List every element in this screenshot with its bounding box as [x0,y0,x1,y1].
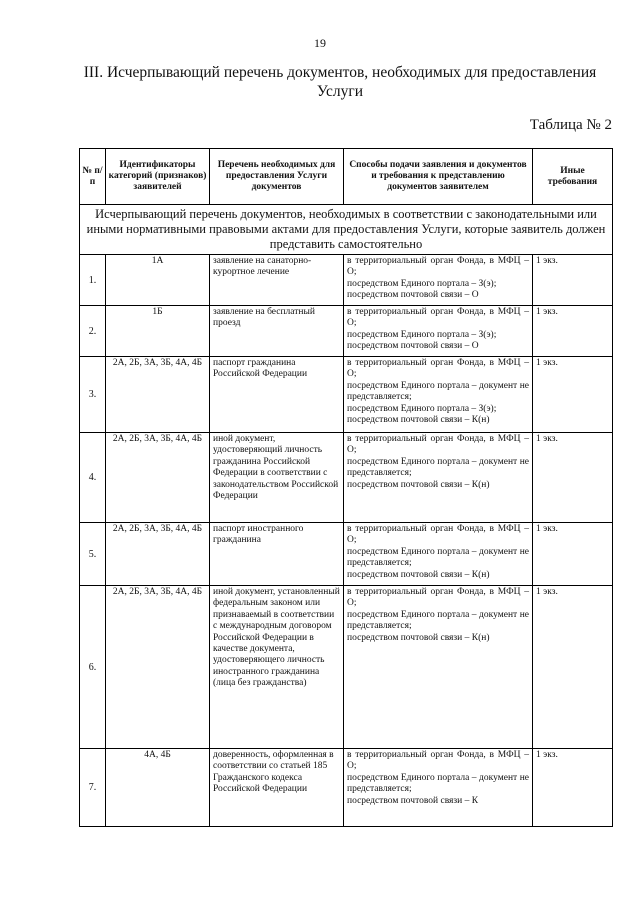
submission-way-line: в территориальный орган Фонда, в МФЦ – О; [347,256,529,278]
row-submission-ways [344,523,533,586]
row-other-requirements: 1 экз. [533,255,613,306]
submission-way-line: посредством почтовой связи – К(н) [347,479,490,490]
submission-way-line: в территориальный орган Фонда, в МФЦ – О; [347,434,529,456]
row-category-ids: 1А [106,255,210,306]
row-category-ids: 1Б [106,306,210,357]
table-row [80,306,613,357]
submission-way-line: посредством почтовой связи – К [347,795,479,806]
row-other-requirements: 1 экз. [533,433,613,523]
row-document: паспорт иностранного гражданина [210,523,344,586]
row-category-ids: 2А, 2Б, 3А, 3Б, 4А, 4Б [106,433,210,523]
submission-way-line: в территориальный орган Фонда, в МФЦ – О; [347,750,529,772]
row-category-ids: 4А, 4Б [106,749,210,827]
row-category-ids: 2А, 2Б, 3А, 3Б, 4А, 4Б [106,523,210,586]
header-ids: Идентификаторы категорий (признаков) заявителей [106,149,210,205]
table-row [80,586,613,749]
table-row [80,357,613,433]
row-number: 7. [80,749,106,827]
submission-way-line: посредством Единого портала – документ не представляется; [347,772,529,795]
submission-way-line: в территориальный орган Фонда, в МФЦ – О; [347,524,529,546]
row-number: 1. [80,255,106,306]
submission-way-line: посредством Единого портала – З(э); [347,329,497,340]
table-header-row [80,149,613,205]
submission-way-line: посредством Единого портала – З(э); [347,278,497,289]
submission-way-line: в территориальный орган Фонда, в МФЦ – О; [347,307,529,329]
table-caption: Таблица № 2 [529,117,612,133]
row-document: иной документ, удостоверяющий личность гражданина Российской Федерации в соответствии с законодательством Российской Федерации [210,433,344,523]
row-submission-ways [344,357,533,433]
section-title: III. Исчерпывающий перечень документов, необходимых для предоставления Услуги [83,64,597,100]
row-submission-ways [344,749,533,827]
row-submission-ways [344,255,533,306]
row-document: доверенность, оформленная в соответствии со статьей 185 Гражданского кодекса Российской Федерации [210,749,344,827]
submission-way-line: посредством почтовой связи – К(н) [347,415,490,426]
submission-way-line: посредством Единого портала – документ не представляется; [347,380,529,403]
row-document: иной документ, установленный федеральным законом или признаваемый в соответствии с международным договором Российской Федерации в качестве документа, удостоверяющего личность иностранного гражданина (лица без гражданства) [210,586,344,749]
section-row-text: Исчерпывающий перечень документов, необходимых в соответствии с законодательными или иными нормативными правовыми актами для предоставления Услуги, которые заявитель должен представить самостоятельно [80,205,613,255]
submission-way-line: посредством почтовой связи – О [347,290,479,301]
table-row [80,255,613,306]
submission-way-line: посредством почтовой связи – К(н) [347,569,490,580]
header-ways: Способы подачи заявления и документов и требования к представлению документов заявителем [344,149,533,205]
table-row [80,749,613,827]
section-row [80,205,613,255]
submission-way-line: посредством Единого портала – документ не представляется; [347,456,529,479]
submission-way-line: в территориальный орган Фонда, в МФЦ – О; [347,587,529,609]
table-row [80,523,613,586]
submission-way-line: посредством Единого портала – документ не представляется; [347,609,529,632]
row-category-ids: 2А, 2Б, 3А, 3Б, 4А, 4Б [106,357,210,433]
submission-way-line: посредством Единого портала – документ не представляется; [347,546,529,569]
row-number: 2. [80,306,106,357]
row-submission-ways [344,586,533,749]
row-other-requirements: 1 экз. [533,357,613,433]
row-submission-ways [344,433,533,523]
submission-way-line: посредством почтовой связи – К(н) [347,632,490,643]
row-other-requirements: 1 экз. [533,306,613,357]
header-docs: Перечень необходимых для предоставления Услуги документов [210,149,344,205]
row-number: 5. [80,523,106,586]
submission-way-line: посредством Единого портала – З(э); [347,403,497,414]
header-num: № п/п [80,149,106,205]
row-other-requirements: 1 экз. [533,586,613,749]
submission-way-line: в территориальный орган Фонда, в МФЦ – О; [347,358,529,380]
row-number: 4. [80,433,106,523]
row-other-requirements: 1 экз. [533,749,613,827]
header-other: Иные требования [533,149,613,205]
row-number: 6. [80,586,106,749]
row-number: 3. [80,357,106,433]
documents-table [79,148,613,827]
page-number: 19 [314,36,326,50]
submission-way-line: посредством почтовой связи – О [347,341,479,352]
row-document: заявление на бесплатный проезд [210,306,344,357]
row-other-requirements: 1 экз. [533,523,613,586]
row-category-ids: 2А, 2Б, 3А, 3Б, 4А, 4Б [106,586,210,749]
table-row [80,433,613,523]
row-document: паспорт гражданина Российской Федерации [210,357,344,433]
row-document: заявление на санаторно-курортное лечение [210,255,344,306]
row-submission-ways [344,306,533,357]
